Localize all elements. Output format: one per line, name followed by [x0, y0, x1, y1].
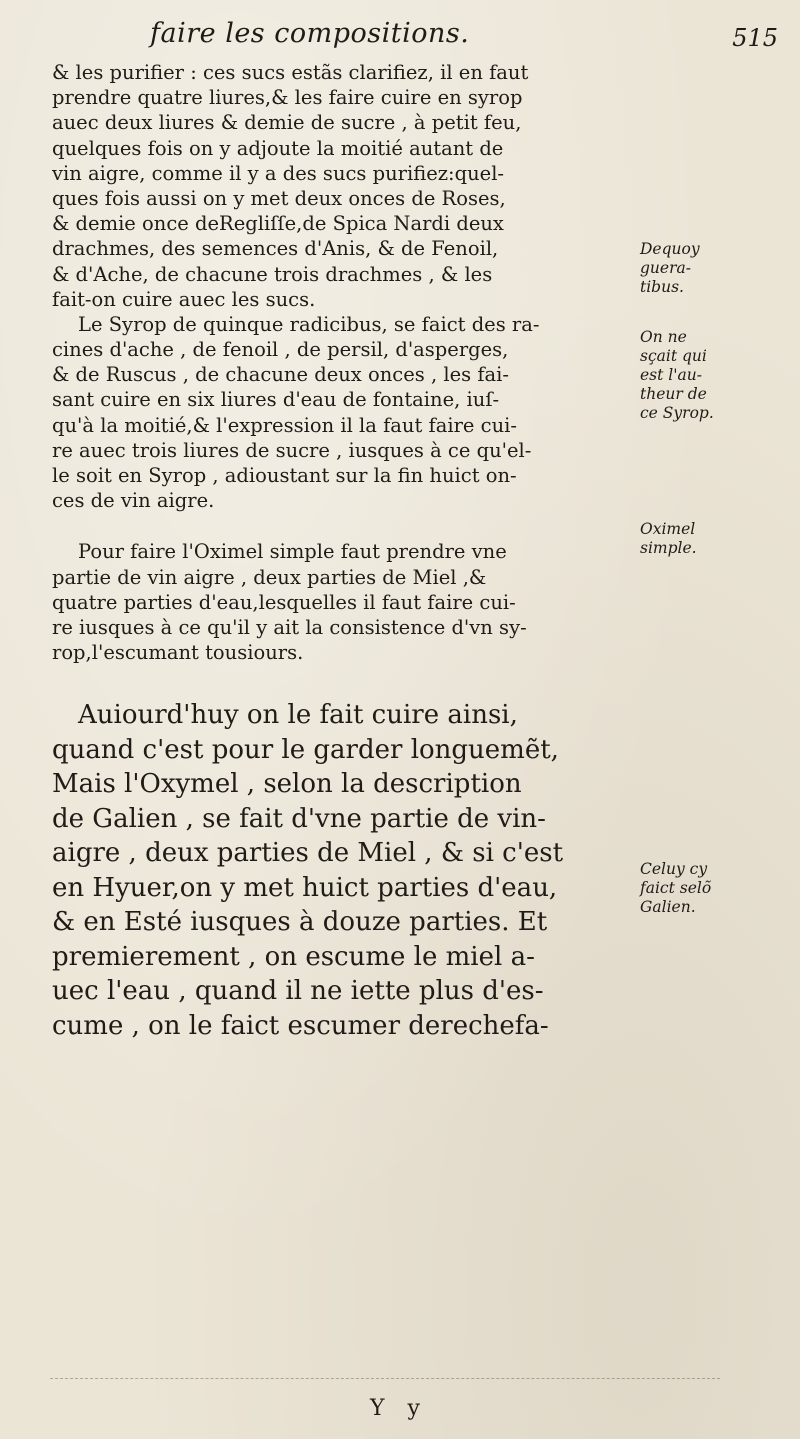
margin-note-2: [640, 328, 714, 423]
text-line: & les purifier : ces sucs estãs clarifiez, il en faut: [52, 61, 529, 84]
margin-note-line: sçait qui: [640, 347, 707, 365]
text-line: sant cuire en six liures d'eau de fontaine, iuſ-: [52, 388, 500, 412]
page-number: 515: [732, 24, 778, 52]
text-line: Le Syrop de quinque radicibus, se faict des ra-: [78, 312, 540, 336]
text-line: partie de vin aigre , deux parties de Miel ,&: [52, 565, 487, 589]
running-head: faire les compositions.: [150, 18, 470, 49]
text-line: de Galien , se fait d'vne partie de vin-: [52, 803, 546, 834]
text-line: & en Esté iusques à douze parties. Et: [52, 907, 548, 938]
text-line: qu'à la moitié,& l'expression il la faut faire cui-: [52, 413, 517, 437]
margin-note-line: tibus.: [640, 278, 684, 296]
text-line: ces de vin aigre.: [52, 489, 215, 513]
text-line: Pour faire l'Oximel simple faut prendre vne: [78, 540, 507, 564]
text-line: quand c'est pour le garder longuemẽt,: [52, 734, 559, 765]
text-line: quatre parties d'eau,lesquelles il faut faire cui-: [52, 590, 516, 614]
margin-note-line: On ne: [640, 328, 687, 346]
text-line: uec l'eau , quand il ne iette plus d'es-: [52, 976, 544, 1007]
paragraph-gap: [52, 513, 672, 539]
paragraph-3: [52, 539, 672, 665]
page-header: [150, 18, 790, 62]
text-line: aigre , deux parties de Miel , & si c'est: [52, 838, 564, 869]
text-line: prendre quatre liures,& les faire cuire en syrop: [52, 86, 523, 110]
text-line: drachmes, des semences d'Anis, & de Fenoil,: [52, 237, 499, 261]
paragraph-4: [52, 698, 672, 1043]
text-line: & d'Ache, de chacune trois drachmes , & les: [52, 262, 493, 286]
text-line: cines d'ache , de fenoil , de persil, d'asperges,: [52, 338, 509, 362]
text-line: en Hyuer,on y met huict parties d'eau,: [52, 872, 558, 903]
margin-note-3: [640, 520, 697, 558]
margin-note-line: ce Syrop.: [640, 404, 714, 422]
text-line: ques fois aussi on y met deux onces de Roses,: [52, 186, 506, 210]
text-line: Mais l'Oxymel , selon la description: [52, 769, 522, 800]
margin-note-line: Dequoy: [640, 240, 700, 258]
signature-mark: Y y: [370, 1396, 428, 1421]
margin-note-line: faict selõ: [640, 879, 712, 897]
margin-note-line: Galien.: [640, 898, 696, 916]
margin-note-line: theur de: [640, 385, 707, 403]
paragraph-2: [52, 312, 672, 514]
margin-note-line: simple.: [640, 539, 697, 557]
margin-note-line: Celuy cy: [640, 860, 708, 878]
text-line: rop,l'escumant tousiours.: [52, 641, 304, 665]
text-line: re auec trois liures de sucre , iusques à ce qu'el-: [52, 438, 532, 462]
margin-note-line: Oximel: [640, 520, 696, 538]
text-line: Auiourd'huy on le fait cuire ainsi,: [78, 700, 518, 731]
text-line: auec deux liures & demie de sucre , à petit feu,: [52, 111, 522, 135]
margin-note-1: [640, 240, 700, 297]
text-line: & de Ruscus , de chacune deux onces , les fai-: [52, 363, 510, 387]
text-line: vin aigre, comme il y a des sucs purifiez:quel-: [52, 161, 505, 185]
main-text: [52, 60, 672, 1043]
paragraph-1: [52, 60, 672, 312]
text-line: re iusques à ce qu'il y ait la consistence d'vn sy-: [52, 615, 527, 639]
margin-note-line: est l'au-: [640, 366, 702, 384]
text-line: quelques fois on y adjoute la moitié autant de: [52, 136, 504, 160]
text-line: premierement , on escume le miel a-: [52, 941, 535, 972]
text-line: le soit en Syrop , adioustant sur la fin huict on-: [52, 464, 517, 487]
bottom-rule: [50, 1378, 720, 1379]
paragraph-gap: [52, 665, 672, 698]
text-line: fait-on cuire auec les sucs.: [52, 287, 316, 311]
margin-note-4: [640, 860, 711, 917]
margin-note-line: guera-: [640, 259, 691, 277]
text-line: & demie once deRegliſſe,de Spica Nardi deux: [52, 212, 504, 236]
text-line: cume , on le faict escumer derechefa-: [52, 1010, 549, 1041]
